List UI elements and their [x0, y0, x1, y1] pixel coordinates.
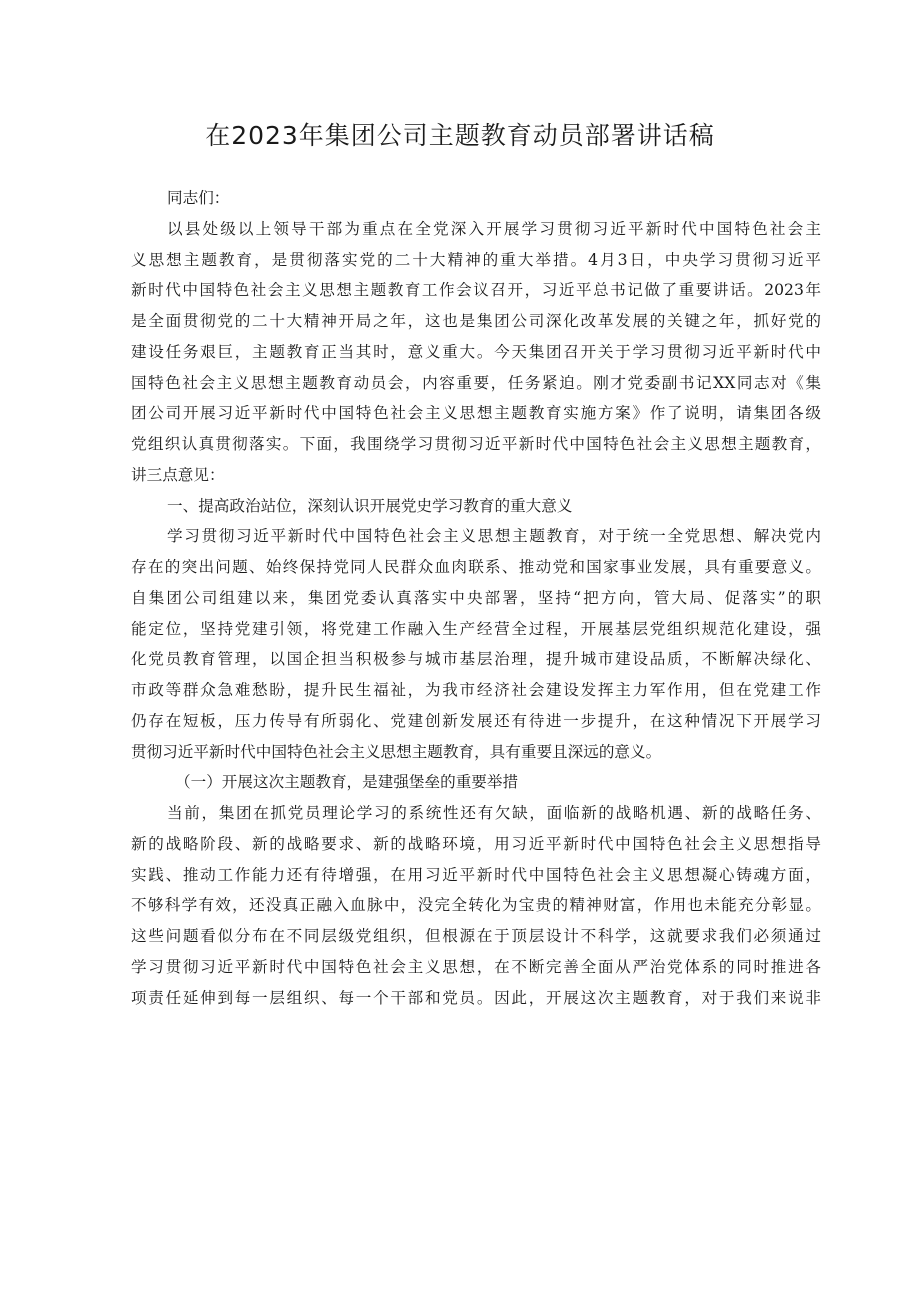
- paragraph-line: 当前，集团在抓党员理论学习的系统性还有欠缺，面临新的战略机遇、新的战略任务、: [167, 804, 821, 822]
- paragraph-3: [131, 798, 821, 1013]
- document-body: [131, 183, 821, 1013]
- section-heading-1: 一、提高政治站位，深刻认识开展党史学习教育的重大意义: [167, 496, 573, 515]
- paragraph-line: 团公司开展习近平新时代中国特色社会主义思想主题教育实施方案》作了说明，请集团各级: [131, 404, 821, 423]
- paragraph-line: 以县处级以上领导干部为重点在全党深入开展学习贯彻习近平新时代中国特色社会主: [167, 219, 821, 238]
- paragraph-line: 存在的突出问题、始终保持党同人民群众血肉联系、推动党和国家事业发展，具有重要意义。: [131, 558, 821, 576]
- paragraph-line: 建设任务艰巨，主题教育正当其时，意义重大。今天集团召开关于学习贯彻习近平新时代中: [131, 342, 821, 361]
- paragraph-line: 国特色社会主义思想主题教育动员会，内容重要，任务紧迫。刚才党委副书记XX同志对《集: [131, 373, 821, 392]
- paragraph-2: [131, 521, 821, 767]
- paragraph-line: 党组织认真贯彻落实。下面，我围绕学习贯彻习近平新时代中国特色社会主义思想主题教育，: [131, 435, 821, 453]
- paragraph-line: 学习贯彻习近平新时代中国特色社会主义思想，在不断完善全面从严治党体系的同时推进各: [131, 957, 821, 976]
- paragraph-line: 学习贯彻习近平新时代中国特色社会主义思想主题教育，对于统一全党思想、解决党内: [167, 527, 821, 546]
- paragraph-line: 新的战略阶段、新的战略要求、新的战略环境，用习近平新时代中国特色社会主义思想指导: [131, 834, 821, 853]
- paragraph-line: 义思想主题教育，是贯彻落实党的二十大精神的重大举措。4月3日，中央学习贯彻习近平: [131, 250, 821, 269]
- paragraph-line: 是全面贯彻党的二十大精神开局之年，这也是集团公司深化改革发展的关键之年，抓好党的: [131, 312, 821, 330]
- paragraph-line: 仍存在短板，压力传导有所弱化、党建创新发展还有待进一步提升，在这种情况下开展学习: [131, 711, 821, 730]
- document-title: 在2023年集团公司主题教育动员部署讲话稿: [205, 121, 715, 150]
- paragraph-line: 化党员教育管理，以国企担当积极参与城市基层治理，提升城市建设品质，不断解决绿化、: [131, 650, 821, 669]
- paragraph-line: 市政等群众急难愁盼，提升民生福祉，为我市经济社会建设发挥主力军作用，但在党建工作: [131, 681, 821, 699]
- paragraph-line: 不够科学有效，还没真正融入血脉中，没完全转化为宝贵的精神财富，作用也未能充分彰显。: [131, 896, 821, 915]
- paragraph-line: 讲三点意见：: [131, 465, 225, 484]
- paragraph-line: 新时代中国特色社会主义思想主题教育工作会议召开，习近平总书记做了重要讲话。2023年: [131, 281, 821, 300]
- paragraph-line: 实践、推动工作能力还有待增强，在用习近平新时代中国特色社会主义思想凝心铸魂方面，: [131, 865, 821, 884]
- salutation: 同志们：: [167, 189, 230, 207]
- paragraph-line: 这些问题看似分布在不同层级党组织，但根源在于顶层设计不科学，这就要求我们必须通过: [131, 927, 821, 945]
- paragraph-line: 能定位，坚持党建引领，将党建工作融入生产经营全过程，开展基层党组织规范化建设，强: [131, 619, 821, 638]
- paragraph-line: 项责任延伸到每一层组织、每一个干部和党员。因此，开展这次主题教育，对于我们来说非: [131, 988, 821, 1007]
- section-heading-2: （一）开展这次主题教育，是建强堡垒的重要举措: [175, 773, 519, 792]
- paragraph-line: 贯彻习近平新时代中国特色社会主义思想主题教育，具有重要且深远的意义。: [131, 742, 662, 761]
- paragraph-line: 自集团公司组建以来，集团党委认真落实中央部署，坚持“把方向，管大局、促落实”的职: [131, 588, 821, 607]
- paragraph-1: [131, 214, 821, 491]
